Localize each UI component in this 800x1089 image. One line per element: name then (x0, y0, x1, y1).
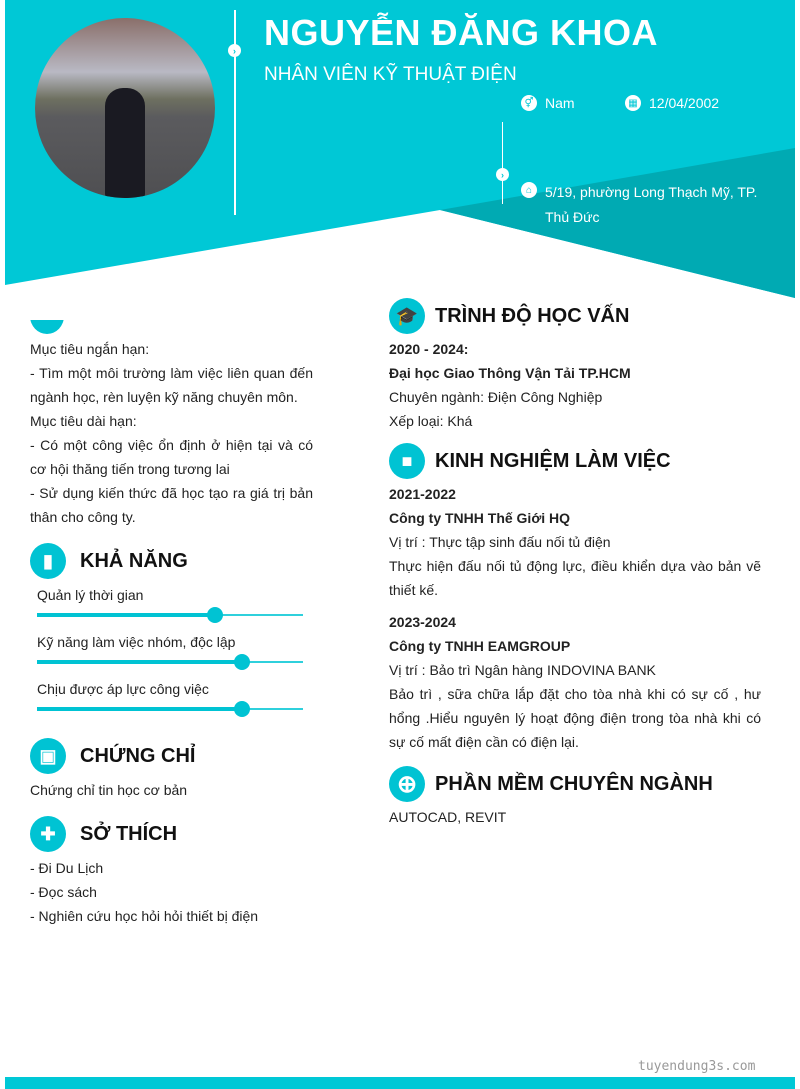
job-company: Công ty TNHH Thế Giới HQ (389, 510, 571, 526)
cert-item: Chứng chỉ tin học cơ bản (30, 782, 188, 798)
objective-line: Mục tiêu ngắn hạn: (30, 341, 150, 357)
job-period: 2021-2022 (389, 486, 456, 502)
chart-bars-icon: ▮ (30, 543, 66, 579)
gender: Nam (545, 95, 575, 111)
edu-major: Chuyên ngành: Điện Công Nghiệp (389, 389, 603, 405)
objective-line: Mục tiêu dài hạn: (30, 413, 137, 429)
chevron-right-icon: › (496, 168, 509, 181)
skill-bar (37, 661, 303, 663)
home-icon: ⌂ (521, 182, 537, 198)
calendar-icon: ▦ (625, 95, 641, 111)
skill-label: Quản lý thời gian (37, 587, 144, 603)
hobby-item: - Đi Du Lịch (30, 860, 104, 876)
skill-label: Chịu được áp lực công việc (37, 681, 209, 697)
watermark: tuyendung3s.com (638, 1059, 756, 1074)
skill-bar (37, 708, 303, 710)
divider (502, 122, 503, 204)
target-icon (30, 298, 64, 334)
edu-school: Đại học Giao Thông Vận Tải TP.HCM (389, 365, 631, 381)
skill-label: Kỹ năng làm việc nhóm, độc lập (37, 634, 236, 650)
gamepad-icon: ✚ (30, 816, 66, 852)
job-company: Công ty TNHH EAMGROUP (389, 638, 571, 654)
objective-line: - Tìm một môi trường làm việc liên quan đến ngành học, rèn luyện kỹ năng chuyên môn. (30, 365, 313, 405)
avatar (35, 18, 215, 198)
edu-grade: Xếp loại: Khá (389, 413, 473, 429)
gender-icon: ⚥ (521, 95, 537, 111)
section-title: PHẦN MỀM CHUYÊN NGÀNH (435, 772, 713, 795)
plus-circle-icon: ⊕ (389, 766, 425, 802)
job-title: NHÂN VIÊN KỸ THUẬT ĐIỆN (264, 64, 517, 85)
job-period: 2023-2024 (389, 614, 456, 630)
job-desc: Bảo trì , sữa chữa lắp đặt cho tòa nhà khi có sự cố , hư hổng .Hiểu nguyên lý hoạt động điện trong tòa nhà khi có sự cố mất điện cần có điện lại. (389, 686, 761, 750)
software-text: AUTOCAD, REVIT (389, 809, 507, 825)
job-role: Vị trí : Thực tập sinh đấu nối tủ điện (389, 534, 611, 550)
objective-line: - Có một công việc ổn định ở hiện tại và có cơ hội thăng tiến trong tương lai (30, 437, 313, 477)
job-desc: Thực hiện đấu nối tủ động lực, điều khiển dựa vào bản vẽ thiết kế. (389, 558, 761, 598)
skill-bar (37, 614, 303, 616)
certificate-icon: ▣ (30, 738, 66, 774)
birthday: 12/04/2002 (649, 95, 720, 111)
objective (30, 337, 313, 529)
objective-line: - Sử dụng kiến thức đã học tạo ra giá trị bản thân cho công ty. (30, 485, 313, 525)
job-role: Vị trí : Bảo trì Ngân hàng INDOVINA BANK (389, 662, 656, 678)
section-title: KINH NGHIỆM LÀM VIỆC (435, 449, 671, 472)
hobby-item: - Đọc sách (30, 884, 97, 900)
section-title: KHẢ NĂNG (80, 549, 188, 572)
hobby-item: - Nghiên cứu học hỏi hỏi thiết bị điện (30, 908, 259, 924)
footer-bar (5, 1077, 795, 1089)
edu-period: 2020 - 2024: (389, 341, 469, 357)
section-title: SỞ THÍCH (80, 822, 178, 845)
graduation-cap-icon: 🎓 (389, 298, 425, 334)
address: 5/19, phường Long Thạch Mỹ, TP. Thủ Đức (545, 184, 758, 225)
chevron-right-icon: › (228, 44, 241, 57)
briefcase-icon: ■ (389, 443, 425, 479)
section-title: TRÌNH ĐỘ HỌC VẤN (435, 304, 630, 327)
divider (234, 10, 236, 215)
section-title: CHỨNG CHỈ (80, 744, 196, 767)
full-name: NGUYỄN ĐĂNG KHOA (264, 12, 659, 53)
